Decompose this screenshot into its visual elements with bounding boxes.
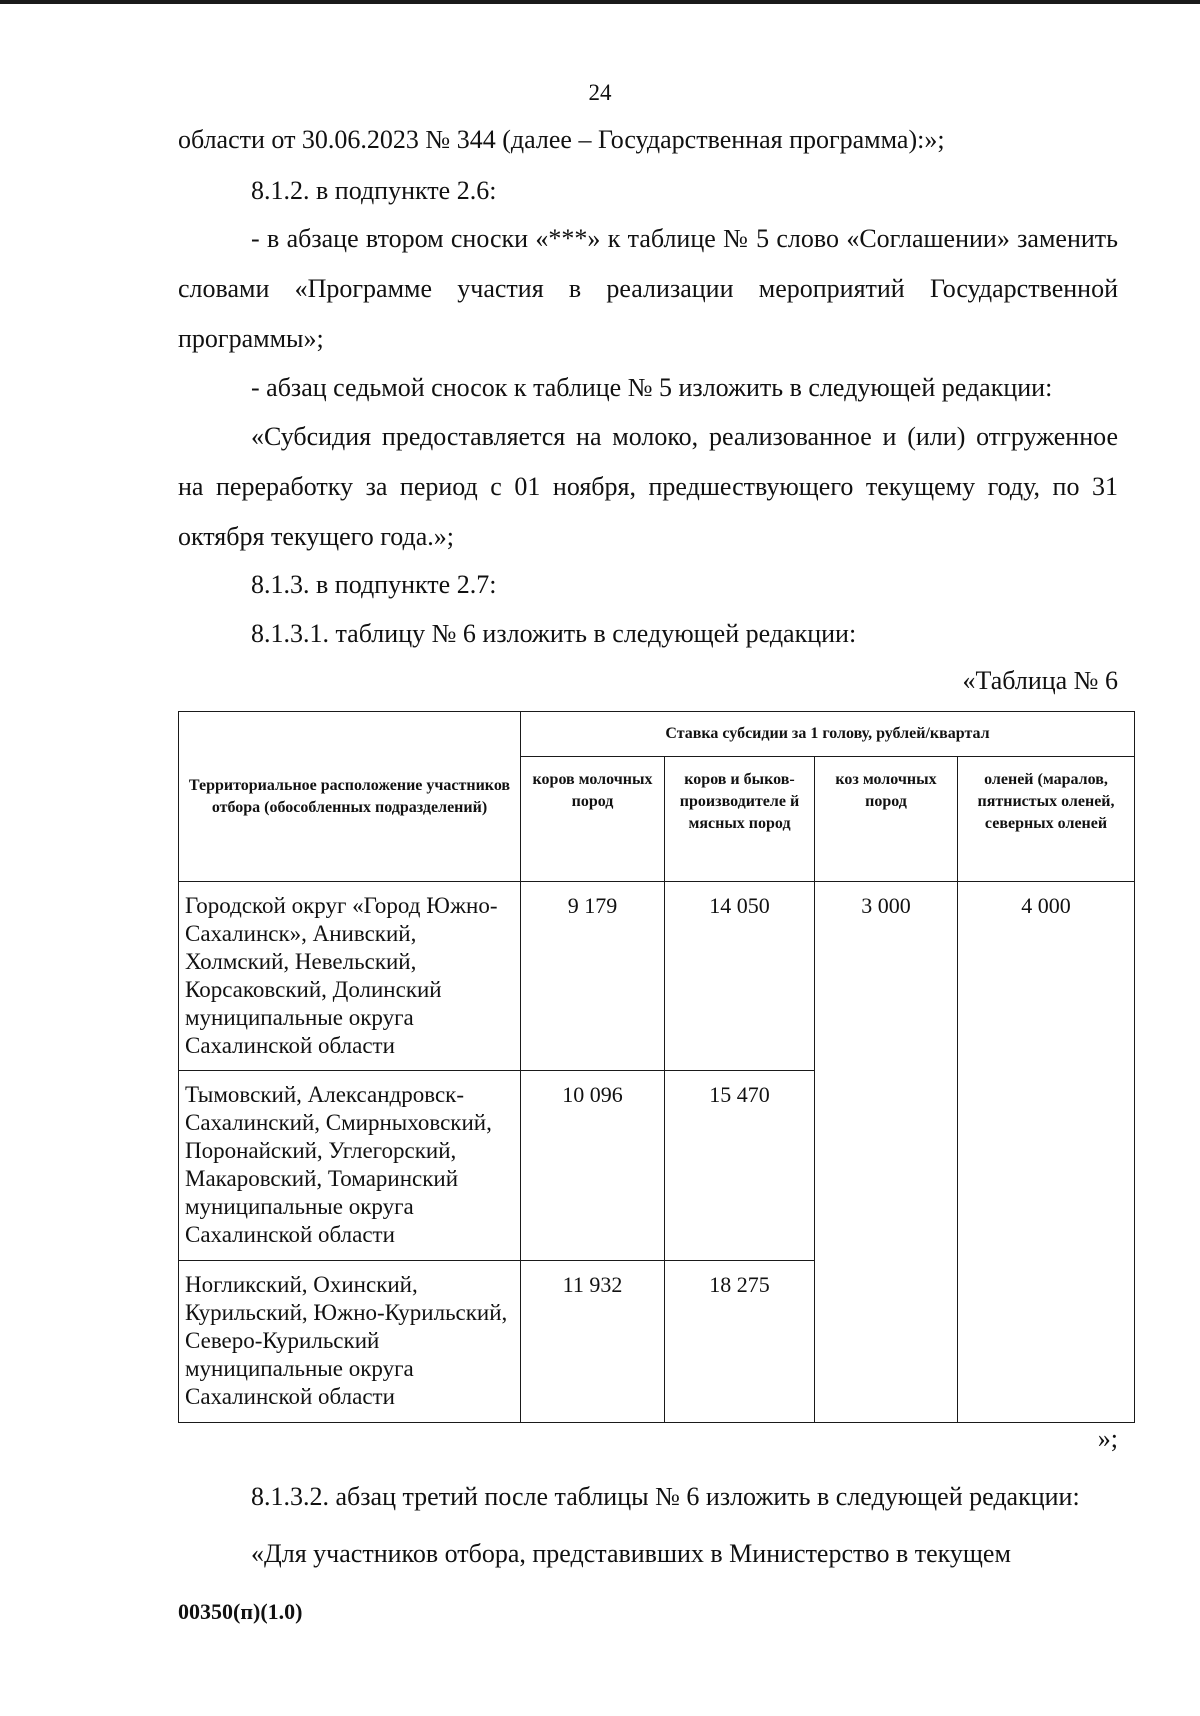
subsidy-table [178, 711, 1135, 1423]
page-number: 24 [588, 80, 612, 105]
closing-quote: »; [1097, 1424, 1118, 1453]
dairy-goats-rate: 3 000 [815, 882, 958, 1423]
table-caption: «Таблица № 6 [962, 666, 1118, 695]
beef-cattle-rate: 18 275 [665, 1261, 815, 1423]
paragraph-line-1: области от 30.06.2023 № 344 (далее – Государственная программа):»; [178, 125, 945, 154]
beef-cattle-rate: 15 470 [665, 1071, 815, 1261]
paragraph-5: «Субсидия предоставляется на молоко, реализованное и (или) отгруженное на переработку за период с 01 ноября, предшествующего текущему году, по 31 октября текущего года.»; [178, 422, 1118, 551]
territory-cell: Городской округ «Город Южно-Сахалинск», Анивский, Холмский, Невельский, Корсаковский, Долинский муниципальные округа Сахалинской области [179, 882, 521, 1071]
document-code: 00350(п)(1.0) [178, 1599, 303, 1624]
paragraph-line-4: - абзац седьмой сносок к таблице № 5 изложить в следующей редакции: [251, 373, 1053, 402]
rate-column-header: Ставка субсидии за 1 голову, рублей/квартал [521, 712, 1135, 757]
dairy-cows-rate: 11 932 [521, 1261, 665, 1423]
territory-cell: Ногликский, Охинский, Курильский, Южно-Курильский, Северо-Курильский муниципальные округа Сахалинской области [179, 1261, 521, 1423]
table-row [179, 882, 1135, 1071]
deer-column-header: оленей (маралов, пятнистых оленей, северных оленей [958, 757, 1135, 882]
paragraph-line-7: 8.1.3.1. таблицу № 6 изложить в следующей редакции: [251, 619, 857, 648]
paragraph-3: - в абзаце втором сноски «***» к таблице № 5 слово «Соглашении» заменить словами «Программе участия в реализации мероприятий Государственной программы»; [178, 224, 1118, 353]
territory-column-header: Территориальное расположение участников отбора (обособленных подразделений) [179, 712, 521, 882]
paragraph-8: 8.1.3.2. абзац третий после таблицы № 6 изложить в следующей редакции: [251, 1482, 1080, 1511]
top-rule [0, 0, 1200, 4]
beef-cattle-column-header: коров и быков-производителе й мясных пород [665, 757, 815, 882]
paragraph-9: «Для участников отбора, представивших в Министерство в текущем [251, 1539, 1011, 1568]
dairy-cows-column-header: коров молочных пород [521, 757, 665, 882]
beef-cattle-rate: 14 050 [665, 882, 815, 1071]
territory-cell: Тымовский, Александровск-Сахалинский, Смирныховский, Поронайский, Углегорский, Макаровский, Томаринский муниципальные округа Сахалинской области [179, 1071, 521, 1261]
deer-rate: 4 000 [958, 882, 1135, 1423]
paragraph-line-2: 8.1.2. в подпункте 2.6: [251, 176, 497, 205]
dairy-cows-rate: 10 096 [521, 1071, 665, 1261]
dairy-goats-column-header: коз молочных пород [815, 757, 958, 882]
dairy-cows-rate: 9 179 [521, 882, 665, 1071]
paragraph-line-6: 8.1.3. в подпункте 2.7: [251, 570, 497, 599]
